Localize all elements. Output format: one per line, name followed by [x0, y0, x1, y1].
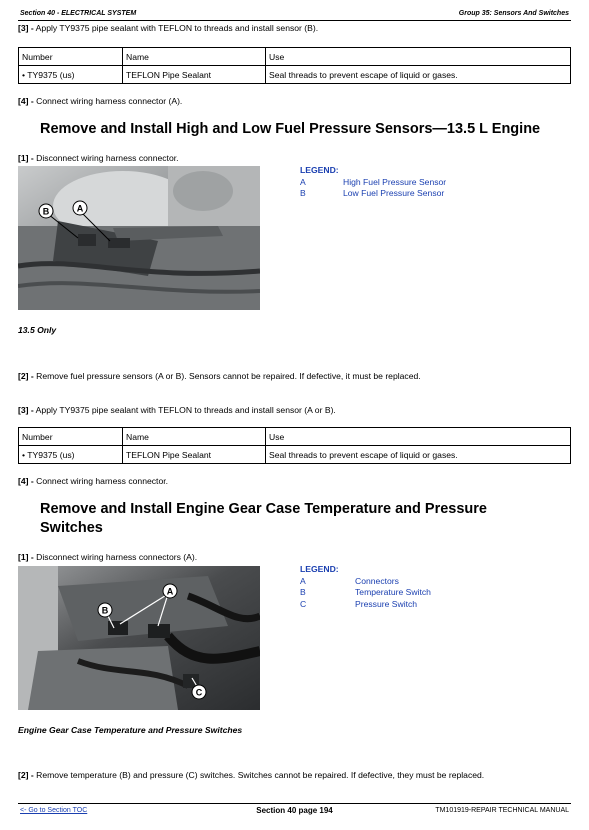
- table-header: Use: [266, 48, 571, 66]
- fuel-sensor-illustration: [18, 166, 260, 310]
- parts-table-2: [18, 427, 571, 464]
- table-header: Name: [123, 48, 266, 66]
- group-header: Group 35: Sensors And Switches: [458, 10, 569, 17]
- table-cell: • TY9375 (us): [19, 446, 123, 464]
- table-header: Number: [19, 428, 123, 446]
- step-number: [4] -: [18, 96, 34, 106]
- legend-key: A: [300, 575, 306, 586]
- step-text: Disconnect wiring harness connectors (A).: [33, 552, 198, 562]
- gear-case-legend: [300, 564, 500, 610]
- step-number: [2] -: [18, 770, 34, 780]
- step-number: [3] -: [18, 23, 34, 33]
- callout-a: A: [76, 203, 84, 214]
- step-connect-harness-a: [18, 96, 182, 106]
- gear-case-switches-photo: [18, 566, 260, 710]
- step-apply-sealant-b: [18, 23, 318, 33]
- step-remove-fuel-sensors: [18, 371, 421, 381]
- step-number: [4] -: [18, 476, 34, 486]
- callout-b: B: [101, 605, 109, 616]
- table-header-row: [19, 48, 571, 66]
- step-number: [3] -: [18, 405, 34, 415]
- legend-item: [300, 188, 500, 200]
- legend-label: Pressure Switch: [355, 598, 418, 609]
- legend-label: Low Fuel Pressure Sensor: [343, 188, 445, 198]
- legend-item: [300, 599, 500, 611]
- table-row: [19, 66, 571, 84]
- legend-title: LEGEND:: [300, 564, 339, 574]
- fuel-sensor-photo: [18, 166, 260, 310]
- parts-table-1: [18, 47, 571, 84]
- table-cell: • TY9375 (us): [19, 66, 123, 84]
- legend-item: [300, 576, 500, 588]
- step-connect-harness: [18, 476, 168, 486]
- legend-label: Temperature Switch: [355, 587, 431, 597]
- table-header: Use: [266, 428, 571, 446]
- step-text: Remove temperature (B) and pressure (C) switches. Switches cannot be repaired. If defective, they must be replaced.: [33, 770, 485, 780]
- callout-a: A: [166, 586, 174, 597]
- callout-c: C: [195, 687, 203, 698]
- legend-item: [300, 177, 500, 189]
- step-text: Connect wiring harness connector (A).: [33, 96, 183, 106]
- table-row: [19, 446, 571, 464]
- legend-key: C: [300, 598, 307, 609]
- table-cell: Seal threads to prevent escape of liquid or gases.: [266, 66, 571, 84]
- page-number: Section 40 page 194: [256, 806, 333, 815]
- table-header: Name: [123, 428, 266, 446]
- step-disconnect-harness: [18, 153, 179, 163]
- fuel-sensor-legend: [300, 165, 500, 200]
- step-text: Apply TY9375 pipe sealant with TEFLON to threads and install sensor (B).: [33, 23, 319, 33]
- manual-id: TM101919-REPAIR TECHNICAL MANUAL: [435, 807, 569, 814]
- header-rule: [18, 20, 571, 21]
- legend-key: A: [300, 176, 306, 187]
- table-header: Number: [19, 48, 123, 66]
- table-cell: Seal threads to prevent escape of liquid or gases.: [266, 446, 571, 464]
- step-number: [1] -: [18, 552, 34, 562]
- legend-item: [300, 587, 500, 599]
- section-header: Section 40 - ELECTRICAL SYSTEM: [20, 10, 137, 17]
- footer-rule: [18, 803, 571, 804]
- section-toc-link[interactable]: <- Go to Section TOC: [20, 807, 88, 814]
- step-apply-sealant-ab: [18, 405, 336, 415]
- legend-label: High Fuel Pressure Sensor: [343, 176, 447, 187]
- step-text: Apply TY9375 pipe sealant with TEFLON to threads and install sensor (A or B).: [33, 405, 336, 415]
- step-text: Remove fuel pressure sensors (A or B). Sensors cannot be repaired. If defective, it must be replaced.: [33, 371, 421, 381]
- legend-title: LEGEND:: [300, 165, 339, 175]
- legend-label: Connectors: [355, 575, 399, 586]
- gear-case-switches-heading: [40, 500, 487, 538]
- legend-key: B: [300, 587, 306, 597]
- figure-caption-gear-case: Engine Gear Case Temperature and Pressure Switches: [18, 725, 243, 735]
- step-remove-switches: [18, 770, 484, 780]
- step-number: [1] -: [18, 153, 34, 163]
- step-text: Disconnect wiring harness connector.: [33, 153, 179, 163]
- heading-line: Switches: [40, 520, 103, 536]
- step-number: [2] -: [18, 371, 34, 381]
- table-cell: TEFLON Pipe Sealant: [123, 446, 266, 464]
- step-text: Connect wiring harness connector.: [33, 476, 168, 486]
- gear-case-illustration: [18, 566, 260, 710]
- table-header-row: [19, 428, 571, 446]
- legend-key: B: [300, 188, 306, 198]
- step-disconnect-connectors-a: [18, 552, 197, 562]
- fuel-pressure-sensors-heading: Remove and Install High and Low Fuel Pressure Sensors—13.5 L Engine: [40, 121, 541, 137]
- figure-caption-13-5: 13.5 Only: [18, 325, 57, 335]
- heading-line: Remove and Install Engine Gear Case Temperature and Pressure: [40, 501, 487, 517]
- callout-b: B: [42, 206, 50, 217]
- table-cell: TEFLON Pipe Sealant: [123, 66, 266, 84]
